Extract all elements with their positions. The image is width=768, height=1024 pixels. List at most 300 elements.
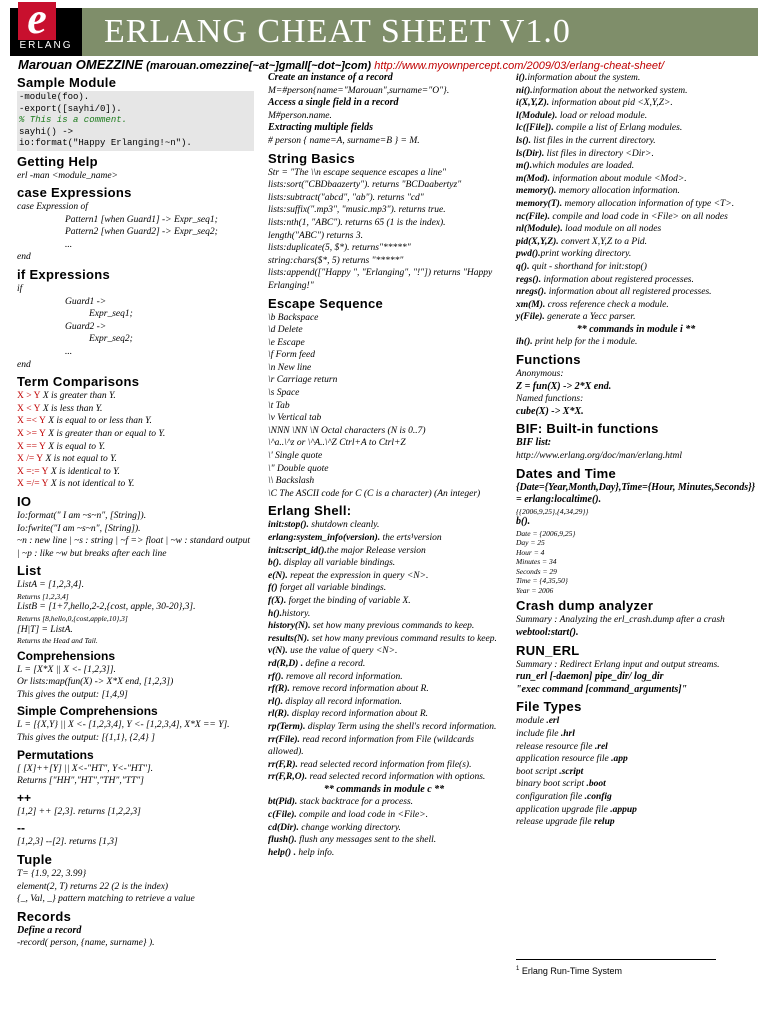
dates-var: Minutes = 34 bbox=[516, 557, 557, 567]
shell-cmd-row bbox=[516, 110, 756, 123]
shell-cmd-desc: read selected record information with options. bbox=[307, 772, 486, 783]
shell-cmd: i(X,Y,Z). bbox=[516, 98, 550, 109]
shell-cmd-desc: load module on all nodes bbox=[562, 224, 662, 235]
run-erl-cmd: run_erl [-daemon] pipe_dir/ log_dir bbox=[516, 671, 664, 683]
plusplus-line: [1,2] ++ [2,3]. returns [1,2,2,3] bbox=[17, 806, 141, 817]
plusplus-heading: ++ bbox=[17, 790, 32, 805]
shell-cmd: ni(). bbox=[516, 85, 533, 96]
shell-cmd-desc: flush any messages sent to the shell. bbox=[296, 835, 437, 846]
escape-line: \^a..\^z or \^A..\^Z Ctrl+A to Ctrl+Z bbox=[268, 438, 406, 449]
tuple-line: {_, Val, _} pattern matching to retrieve a value bbox=[17, 894, 195, 905]
permutation-line: [ [X]++[Y] || X<-"HT", Y<-"HT"]. bbox=[17, 763, 154, 774]
shell-cmd: e(N). bbox=[268, 570, 288, 581]
functions-code: cube(X) -> X*X. bbox=[516, 405, 584, 417]
shell-cmd-row bbox=[268, 645, 500, 658]
list-note: Returns [8,hello,0,{cost,apple,10},3] bbox=[17, 614, 128, 624]
getting-help-heading: Getting Help bbox=[17, 153, 98, 169]
file-ext: .app bbox=[608, 754, 628, 765]
string-line: lists:suffix(".mp3", "music.mp3"). returns true. bbox=[268, 205, 446, 216]
string-line: Str = "The \\n escape sequence escapes a line" bbox=[268, 167, 446, 178]
term-row bbox=[17, 403, 254, 416]
shell-cmd-desc: information about module <Mod>. bbox=[550, 173, 687, 184]
if-line: end bbox=[17, 359, 31, 370]
shell-cmd-desc: set how many previous commands to keep. bbox=[310, 621, 475, 632]
shell-cmd: memory(T). bbox=[516, 198, 563, 209]
record-op-title: Create an instance of a record bbox=[268, 72, 393, 83]
shell-cmd-desc: the major Release version bbox=[326, 545, 426, 556]
term-row bbox=[17, 390, 254, 403]
crash-summary: Summary : Analyzing the erl_crash.dump after a crash bbox=[516, 615, 725, 626]
shell-cmd-desc: which modules are loaded. bbox=[532, 161, 635, 172]
string-line: lists:nth(1, "ABC"). returns 65 (1 is the index). bbox=[268, 217, 446, 228]
shell-cmd: v(N). bbox=[268, 646, 288, 657]
file-ext: relup bbox=[591, 817, 615, 828]
if-line: Expr_seq1; bbox=[89, 309, 133, 320]
term-desc: X is less than Y. bbox=[40, 403, 103, 414]
shell-cmd-desc: list files in directory <Dir>. bbox=[544, 148, 654, 159]
shell-cmd-desc: the erts¹version bbox=[380, 533, 442, 543]
list-line: ListA = [1,2,3,4]. bbox=[17, 580, 84, 591]
minusminus-line: [1,2,3] --[2]. returns [1,3] bbox=[17, 837, 118, 848]
shell-cmd-desc: compile and load code in <File> on all nodes bbox=[550, 211, 728, 222]
shell-cmd: init:stop(). bbox=[268, 520, 309, 531]
escape-line: \b Backspace bbox=[268, 312, 319, 323]
column-2 bbox=[268, 72, 500, 859]
file-ext: .erl bbox=[543, 716, 560, 727]
records-heading: Records bbox=[17, 908, 72, 924]
file-type-row bbox=[516, 741, 756, 754]
escape-line: \C The ASCII code for C (C is a character) (An integer) bbox=[268, 488, 481, 499]
shell-cmd-desc: read record information from File (wildcards allowed). bbox=[268, 734, 474, 758]
comprehension-line: L = [X*X || X <- [1,2,3]]. bbox=[17, 664, 116, 675]
erlang-logo-e-icon: e bbox=[18, 2, 56, 40]
shell-cmd-row bbox=[268, 620, 500, 633]
if-line: ... bbox=[65, 347, 73, 358]
term-op: X =:= Y bbox=[17, 466, 49, 477]
shell-cmd: m(). bbox=[516, 161, 533, 172]
functions-line: Named functions: bbox=[516, 394, 584, 405]
code-line: io:format("Happy Erlanging!~n"). bbox=[19, 138, 192, 148]
record-op-code: # person { name=A, surname=B } = M. bbox=[268, 135, 420, 146]
escape-line: \f Form feed bbox=[268, 350, 315, 361]
term-op: X == Y bbox=[17, 441, 46, 452]
shell-cmd-desc: compile a list of Erlang modules. bbox=[553, 123, 683, 134]
dates-var: Date = {2006,9,25} bbox=[516, 528, 576, 538]
shell-cmd: i(). bbox=[516, 73, 528, 83]
term-row bbox=[17, 466, 254, 479]
escape-line: \v Vertical tab bbox=[268, 413, 322, 424]
functions-line: Anonymous: bbox=[516, 369, 564, 380]
list-note: Returns the Head and Tail. bbox=[17, 636, 98, 646]
shell-cmd: xm(M). bbox=[516, 299, 546, 310]
escape-line: \\ Backslash bbox=[268, 476, 315, 487]
shell-cmd-row bbox=[268, 608, 500, 621]
shell-cmd-desc: information about the system. bbox=[527, 73, 641, 83]
shell-cmd-row bbox=[516, 135, 756, 148]
column-3 bbox=[516, 72, 756, 829]
comprehension-line: Or lists:map(fun(X) -> X*X end, [1,2,3]) bbox=[17, 677, 174, 688]
file-type-desc: release upgrade file bbox=[516, 817, 592, 828]
code-line: -export([sayhi/0]). bbox=[19, 103, 122, 114]
shell-cmd: lc([File]). bbox=[516, 123, 554, 134]
file-type-desc: application resource file bbox=[516, 754, 609, 765]
file-type-row bbox=[516, 766, 756, 779]
erlang-shell-heading: Erlang Shell: bbox=[268, 503, 352, 519]
simple-comp-line: This gives the output: [{1,1}, {2,4} ] bbox=[17, 733, 155, 743]
shell-cmd-row bbox=[516, 236, 756, 249]
file-ext: .script bbox=[556, 766, 584, 777]
case-line: case Expression of bbox=[17, 202, 88, 213]
shell-cmd-row bbox=[268, 796, 500, 809]
shell-cmd-row bbox=[268, 570, 500, 583]
shell-cmd: history(N). bbox=[268, 621, 311, 632]
shell-cmd-desc: display all record information. bbox=[283, 696, 402, 707]
shell-cmd-row bbox=[516, 336, 756, 349]
file-type-row bbox=[516, 804, 756, 817]
string-line: lists:subtract("abcd", "ab"). returns "cd" bbox=[268, 192, 424, 203]
string-basics-heading: String Basics bbox=[268, 150, 355, 166]
shell-cmd-row bbox=[268, 822, 500, 835]
file-type-row bbox=[516, 728, 756, 741]
dates-var: Year = 2006 bbox=[516, 585, 554, 595]
list-line: ListB = [1+7,hello,2-2,{cost, apple, 30-20},3]. bbox=[17, 602, 196, 613]
term-comparisons-heading: Term Comparisons bbox=[17, 374, 140, 390]
escape-line: \e Escape bbox=[268, 337, 305, 348]
bif-list-label: BIF list: bbox=[516, 437, 552, 449]
string-line: lists:sort("CBDbaazerty"). returns "BCDaabertyz" bbox=[268, 180, 462, 191]
shell-cmd-row bbox=[268, 721, 500, 734]
shell-cmd-desc: list files in the current directory. bbox=[531, 135, 656, 146]
permutation-line: Returns ["HH","HT","TH","TT"] bbox=[17, 776, 144, 787]
term-desc: X is not identical to Y. bbox=[48, 479, 135, 490]
column-1 bbox=[17, 72, 254, 950]
shell-cmd: m(Mod). bbox=[516, 173, 551, 184]
dates-var: Time = {4,35,50} bbox=[516, 576, 568, 586]
shell-cmd-row bbox=[268, 595, 500, 608]
tuple-heading: Tuple bbox=[17, 851, 53, 867]
shell-cmd: help() . bbox=[268, 847, 296, 858]
shell-cmd-row bbox=[268, 696, 500, 709]
shell-cmd-desc: cross reference check a module. bbox=[545, 299, 669, 310]
functions-heading: Functions bbox=[516, 352, 581, 368]
dates-heading: Dates and Time bbox=[516, 465, 617, 481]
shell-cmd-desc: quit - shorthand for init:stop() bbox=[529, 261, 647, 272]
file-type-row bbox=[516, 816, 756, 829]
footnote-divider bbox=[516, 959, 716, 960]
file-type-row bbox=[516, 715, 756, 728]
shell-cmd-desc: remove all record information. bbox=[283, 671, 403, 682]
term-row bbox=[17, 415, 254, 428]
run-erl-heading: RUN_ERL bbox=[516, 642, 580, 658]
shell-cmd: flush(). bbox=[268, 835, 297, 846]
file-type-desc: binary boot script bbox=[516, 779, 585, 790]
shell-cmd: bt(Pid). bbox=[268, 797, 298, 808]
shell-cmd-desc: print working directory. bbox=[540, 249, 632, 260]
shell-cmd-row bbox=[268, 545, 500, 558]
file-type-desc: configuration file bbox=[516, 791, 583, 802]
string-line: length("ABC") returns 3. bbox=[268, 230, 363, 241]
shell-cmd: memory(). bbox=[516, 186, 557, 197]
shell-cmd-row bbox=[516, 122, 756, 135]
shell-cmd-row bbox=[516, 173, 756, 186]
shell-cmd-row bbox=[516, 211, 756, 224]
term-desc: X is greater than or equal to Y. bbox=[45, 429, 166, 439]
term-desc: X is greater than Y. bbox=[40, 391, 116, 402]
shell-cmd-row bbox=[516, 299, 756, 312]
code-line: sayhi() -> bbox=[19, 126, 74, 137]
file-type-row bbox=[516, 791, 756, 804]
functions-code: Z = fun(X) -> 2*X end. bbox=[516, 380, 612, 392]
shell-cmd: ls(). bbox=[516, 135, 532, 146]
shell-cmd-row bbox=[516, 223, 756, 236]
shell-cmd-row bbox=[268, 658, 500, 671]
record-op-code: M#person.name. bbox=[268, 110, 332, 121]
crash-cmd: webtool:start(). bbox=[516, 627, 579, 638]
getting-help-text: erl -man <module_name> bbox=[17, 170, 118, 181]
file-type-row bbox=[516, 753, 756, 766]
shell-cmd: l(Module). bbox=[516, 110, 558, 121]
escape-line: \d Delete bbox=[268, 325, 303, 336]
footnote-text: Erlang Run-Time System bbox=[521, 966, 623, 976]
shell-cmd-desc: memory allocation information of type <T>. bbox=[562, 198, 735, 209]
file-type-desc: boot script bbox=[516, 766, 557, 777]
shell-cmd-row bbox=[268, 683, 500, 696]
escape-line: \NNN \NN \N Octal characters (N is 0..7) bbox=[268, 425, 426, 436]
escape-line: \' Single quote bbox=[268, 451, 323, 462]
shell-cmd: ls(Dir). bbox=[516, 148, 545, 159]
shell-cmd-desc: load or reload module. bbox=[557, 110, 648, 121]
dates-var: Day = 25 bbox=[516, 538, 545, 548]
author-line bbox=[18, 57, 758, 72]
shell-cmd-desc: shutdown cleanly. bbox=[308, 520, 380, 531]
footnote bbox=[516, 966, 622, 976]
shell-cmd-desc: generate a Yecc parser. bbox=[544, 312, 636, 323]
dates-code: {Date={Year,Month,Day},Time={Hour, Minutes,Seconds}} = erlang:localtime(). bbox=[516, 481, 756, 506]
shell-cmd-row bbox=[516, 261, 756, 274]
shell-cmd-desc: repeat the expression in query <N>. bbox=[287, 570, 429, 581]
module-c-note: ** commands in module c ** bbox=[323, 783, 445, 795]
tuple-line: T= {1.9, 22, 3.99} bbox=[17, 868, 87, 879]
dates-var: Seconds = 29 bbox=[516, 566, 557, 576]
run-erl-summary: Summary : Redirect Erlang input and output streams. bbox=[516, 659, 720, 670]
case-line: end bbox=[17, 252, 31, 263]
shell-cmd: regs(). bbox=[516, 274, 542, 285]
if-line: Guard1 -> bbox=[65, 296, 107, 307]
case-line: ... bbox=[65, 239, 73, 250]
simple-comprehensions-heading: Simple Comprehensions bbox=[17, 704, 158, 719]
shell-cmd: nregs(). bbox=[516, 287, 547, 298]
if-line: if bbox=[17, 284, 23, 295]
shell-cmd-desc: remove record information about R. bbox=[289, 684, 429, 695]
file-type-desc: module bbox=[516, 716, 544, 727]
shell-cmd: erlang:system_info(version). bbox=[268, 533, 381, 543]
shell-cmd-row bbox=[516, 248, 756, 261]
term-row bbox=[17, 478, 254, 491]
shell-cmd: ih(). bbox=[516, 337, 533, 348]
tuple-line: element(2, T) returns 22 (2 is the index) bbox=[17, 881, 169, 892]
list-heading: List bbox=[17, 563, 42, 579]
escape-line: \n New line bbox=[268, 362, 312, 373]
term-row bbox=[17, 453, 254, 466]
source-url-link[interactable]: http://www.myownpercept.com/2009/03/erlang-cheat-sheet/ bbox=[374, 60, 665, 72]
shell-cmd-desc: memory allocation information. bbox=[556, 186, 680, 197]
shell-cmd-desc: information about all registered processes. bbox=[546, 287, 712, 298]
dates-output: {{2006,9,25},{4,34,29}} bbox=[516, 506, 589, 516]
record-op-title: Access a single field in a record bbox=[268, 97, 399, 109]
case-line: Pattern2 [when Guard2] -> Expr_seq2; bbox=[65, 227, 218, 238]
shell-cmd-desc: read selected record information from file(s). bbox=[297, 759, 472, 770]
shell-cmd: rr(F,R,O). bbox=[268, 772, 308, 783]
record-op-title: Extracting multiple fields bbox=[268, 122, 374, 134]
string-line: lists:duplicate(5, $*). returns"*****" bbox=[268, 243, 411, 254]
shell-cmd-row bbox=[268, 671, 500, 684]
shell-cmd-row bbox=[268, 771, 500, 784]
term-desc: X is equal to Y. bbox=[45, 441, 106, 452]
escape-line: \t Tab bbox=[268, 400, 290, 411]
shell-cmd-row bbox=[268, 519, 500, 532]
shell-cmd: q(). bbox=[516, 261, 530, 272]
shell-cmd-row bbox=[516, 160, 756, 173]
shell-cmd-row bbox=[268, 759, 500, 772]
record-op-code: M=#person{name="Marouan",surname="O"}. bbox=[268, 85, 450, 96]
escape-sequence-heading: Escape Sequence bbox=[268, 295, 384, 311]
term-op: X =/= Y bbox=[17, 479, 49, 490]
case-heading: case Expressions bbox=[17, 185, 132, 201]
escape-line: \s Space bbox=[268, 388, 300, 399]
shell-cmd-desc: information about registered processes. bbox=[541, 274, 694, 285]
shell-cmd-row bbox=[268, 809, 500, 822]
sample-module-heading: Sample Module bbox=[17, 75, 117, 90]
shell-cmd-desc: define a record. bbox=[303, 658, 366, 669]
sample-module-code bbox=[17, 91, 254, 151]
shell-cmd-row bbox=[268, 532, 500, 545]
author-name: Marouan OMEZZINE bbox=[18, 57, 143, 72]
minusminus-heading: -- bbox=[17, 821, 25, 836]
shell-cmd-desc: forget all variable bindings. bbox=[277, 583, 387, 594]
shell-cmd: h(). bbox=[268, 608, 282, 619]
shell-cmd-desc: information about the networked system. bbox=[532, 85, 688, 96]
escape-line: \" Double quote bbox=[268, 463, 329, 474]
page-title: ERLANG CHEAT SHEET V1.0 bbox=[104, 13, 571, 50]
shell-cmd-row bbox=[268, 734, 500, 759]
shell-cmd-desc: change working directory. bbox=[298, 822, 401, 833]
shell-cmd-row bbox=[516, 311, 756, 324]
io-heading: IO bbox=[17, 493, 32, 509]
shell-cmd: y(File). bbox=[516, 312, 545, 323]
if-line: Expr_seq2; bbox=[89, 334, 133, 345]
shell-cmd-row bbox=[516, 185, 756, 198]
shell-cmd-desc: print help for the i module. bbox=[532, 337, 638, 348]
file-type-desc: application upgrade file bbox=[516, 804, 608, 815]
module-i-note: ** commands in module i ** bbox=[576, 323, 696, 335]
file-ext: .appup bbox=[607, 804, 637, 815]
shell-cmd-desc: use the value of query <N>. bbox=[287, 646, 398, 657]
shell-cmd: init:script_id(). bbox=[268, 545, 327, 556]
file-types-heading: File Types bbox=[516, 699, 582, 715]
file-ext: .hrl bbox=[558, 728, 575, 739]
escape-line: \r Carriage return bbox=[268, 375, 338, 386]
shell-cmd: nl(Module). bbox=[516, 224, 563, 235]
permutations-heading: Permutations bbox=[17, 747, 94, 762]
shell-cmd: cd(Dir). bbox=[268, 822, 299, 833]
string-line: lists:append(["Happy ", "Erlanging", "!"]) returns "Happy Erlanging!" bbox=[268, 268, 493, 291]
term-op: X /= Y bbox=[17, 454, 44, 465]
shell-cmd-desc: set how many previous command results to keep. bbox=[309, 633, 497, 644]
shell-cmd: c(File). bbox=[268, 810, 297, 821]
file-ext: .config bbox=[582, 791, 612, 802]
term-op: X < Y bbox=[17, 403, 41, 414]
shell-cmd: rl(R). bbox=[268, 709, 290, 720]
dates-b-cmd: b(). bbox=[516, 516, 531, 528]
comprehension-line: This gives the output: [1,4,9] bbox=[17, 689, 128, 700]
shell-cmd-desc: convert X,Y,Z to a Pid. bbox=[558, 236, 647, 247]
file-type-row bbox=[516, 778, 756, 791]
run-erl-cmd: "exec command [command_arguments]" bbox=[516, 683, 688, 695]
shell-cmd-row bbox=[516, 97, 756, 110]
records-line: Define a record bbox=[17, 924, 82, 936]
shell-cmd: rf(R). bbox=[268, 684, 290, 695]
shell-cmd-row bbox=[516, 286, 756, 299]
list-note: Returns [1,2,3,4] bbox=[17, 591, 69, 601]
io-line: ~n : new line | ~s : string | ~f => float | ~w : standard output | ~p : like ~w but breaks after each line bbox=[17, 536, 250, 559]
shell-cmd-row bbox=[268, 834, 500, 847]
shell-cmd: rr(F,R). bbox=[268, 759, 298, 770]
crash-dump-heading: Crash dump analyzer bbox=[516, 598, 654, 614]
term-row bbox=[17, 441, 254, 454]
shell-cmd-desc: history. bbox=[282, 608, 311, 619]
shell-cmd: rr(File). bbox=[268, 734, 300, 745]
term-op: X =< Y bbox=[17, 416, 46, 427]
shell-cmd-row bbox=[516, 72, 756, 85]
case-line: Pattern1 [when Guard1] -> Expr_seq1; bbox=[65, 214, 218, 225]
shell-cmd: pid(X,Y,Z). bbox=[516, 236, 559, 247]
simple-comp-line: L = [{X,Y} || X <- [1,2,3,4], Y <- [1,2,3,4], X*X == Y]. bbox=[17, 720, 230, 731]
shell-cmd: pwd(). bbox=[516, 249, 541, 260]
if-heading: if Expressions bbox=[17, 267, 111, 283]
term-op: X >= Y bbox=[17, 429, 46, 439]
shell-cmd-row bbox=[516, 198, 756, 211]
shell-cmd: results(N). bbox=[268, 633, 310, 644]
shell-cmd: b(). bbox=[268, 558, 282, 569]
dates-var: Hour = 4 bbox=[516, 547, 545, 557]
shell-cmd-row bbox=[268, 708, 500, 721]
code-comment: % This is a comment. bbox=[19, 115, 128, 125]
shell-cmd-desc: display record information about R. bbox=[289, 709, 428, 720]
io-line: Io:fwrite("I am ~s~n", [String]). bbox=[17, 523, 141, 534]
shell-cmd-desc: stack backtrace for a process. bbox=[297, 797, 414, 808]
shell-cmd: f() bbox=[268, 583, 278, 594]
term-desc: X is equal to or less than Y. bbox=[45, 416, 152, 427]
term-desc: X is not equal to Y. bbox=[43, 454, 117, 465]
code-line: -module(foo). bbox=[19, 92, 90, 102]
shell-cmd-desc: help info. bbox=[295, 847, 335, 858]
shell-cmd: rf(). bbox=[268, 671, 284, 682]
bif-url-link[interactable]: http://www.erlang.org/doc/man/erlang.html bbox=[516, 451, 682, 462]
term-op: X > Y bbox=[17, 391, 41, 402]
author-email: (marouan.omezzine[~at~]gmall[~dot~]com) bbox=[146, 60, 372, 72]
shell-cmd-desc: forget the binding of variable X. bbox=[286, 595, 411, 606]
shell-cmd-row bbox=[516, 274, 756, 287]
shell-cmd-row bbox=[268, 557, 500, 570]
erlang-logo-wordmark: ERLANG bbox=[19, 40, 73, 51]
records-line: -record( person, {name, surname} ). bbox=[17, 938, 155, 949]
shell-cmd: rp(Term). bbox=[268, 721, 306, 732]
shell-cmd-row bbox=[516, 85, 756, 98]
term-desc: X is identical to Y. bbox=[48, 466, 120, 477]
footnote-mark: 1 bbox=[516, 966, 520, 972]
file-ext: .rel bbox=[592, 741, 608, 752]
comprehensions-heading: Comprehensions bbox=[17, 648, 116, 663]
